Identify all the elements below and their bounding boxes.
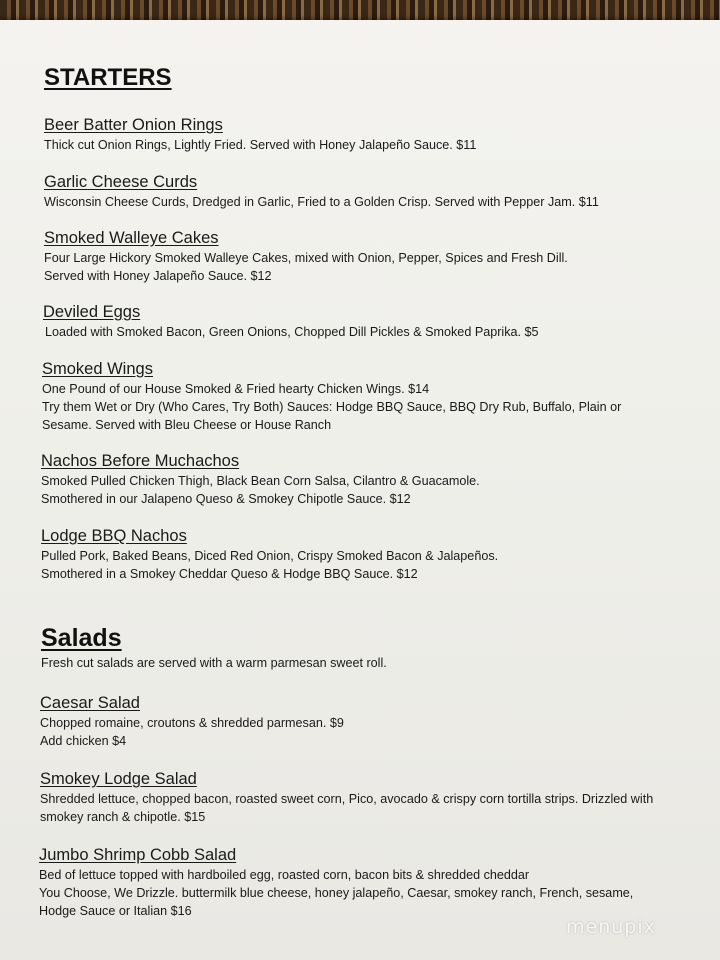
menu-item-desc-line: Four Large Hickory Smoked Walleye Cakes, mixed with Onion, Pepper, Spices and Fresh Dill. <box>44 251 568 265</box>
menu-item-lodge-bbq-nachos <box>41 526 498 583</box>
menu-item-desc-line: Try them Wet or Dry (Who Cares, Try Both) Sauces: Hodge BBQ Sauce, BBQ Dry Rub, Buffalo, Plain or <box>42 400 622 414</box>
menu-item-title: Smoked Walleye Cakes <box>44 229 219 247</box>
menu-item-desc-line: Shredded lettuce, chopped bacon, roasted sweet corn, Pico, avocado & crispy corn tortilla strips. Drizzled with <box>40 792 654 806</box>
menu-item-nachos-before-muchachos <box>41 451 480 508</box>
menu-item-desc-line: Smothered in our Jalapeno Queso & Smokey Chipotle Sauce. $12 <box>41 492 411 506</box>
menu-item-desc-line: Sesame. Served with Bleu Cheese or House Ranch <box>42 418 332 432</box>
menu-item-caesar-salad <box>40 693 344 750</box>
watermark-logo: menupix <box>566 916 656 938</box>
menu-item-desc-line: Served with Honey Jalapeño Sauce. $12 <box>44 269 272 283</box>
menu-item-desc-line: Thick cut Onion Rings, Lightly Fried. Served with Honey Jalapeño Sauce. $11 <box>44 138 477 152</box>
salads-intro: Fresh cut salads are served with a warm parmesan sweet roll. <box>41 656 387 670</box>
menu-item-desc-line: Loaded with Smoked Bacon, Green Onions, Chopped Dill Pickles & Smoked Paprika. $5 <box>45 325 539 339</box>
menu-item-desc-line: Chopped romaine, croutons & shredded parmesan. $9 <box>40 716 344 730</box>
menu-item-desc-line: smokey ranch & chipotle. $15 <box>40 810 206 824</box>
menu-item-desc-line: Pulled Pork, Baked Beans, Diced Red Onion, Crispy Smoked Bacon & Jalapeños. <box>41 549 499 563</box>
menu-item-desc-line: Add chicken $4 <box>40 734 127 748</box>
menu-item-title: Jumbo Shrimp Cobb Salad <box>39 846 237 864</box>
menu-item-desc-line: You Choose, We Drizzle. buttermilk blue cheese, honey jalapeño, Caesar, smokey ranch, French, sesame, <box>39 886 634 900</box>
menu-item-desc-line: Smothered in a Smokey Cheddar Queso & Hodge BBQ Sauce. $12 <box>41 567 418 581</box>
starters-heading: STARTERS <box>44 64 172 91</box>
menu-item-title: Smoked Wings <box>42 360 153 378</box>
menu-item-title: Garlic Cheese Curds <box>44 173 198 191</box>
menu-item-title: Smokey Lodge Salad <box>40 770 197 788</box>
menu-item-desc-line: Smoked Pulled Chicken Thigh, Black Bean Corn Salsa, Cilantro & Guacamole. <box>41 474 480 488</box>
salads-heading: Salads <box>41 624 122 652</box>
menu-item-title: Beer Batter Onion Rings <box>44 116 223 134</box>
menu-item-smokey-lodge-salad <box>40 769 653 826</box>
menu-item-desc-line: Bed of lettuce topped with hardboiled egg, roasted corn, bacon bits & shredded cheddar <box>39 868 530 882</box>
menu-item-title: Caesar Salad <box>40 694 140 712</box>
menu-item-onion-rings <box>44 115 476 154</box>
menu-item-desc-line: Hodge Sauce or Italian $16 <box>39 904 192 918</box>
menu-page <box>0 20 720 960</box>
menu-item-walleye-cakes <box>44 228 568 285</box>
menu-item-title: Deviled Eggs <box>43 303 141 321</box>
menu-item-title: Nachos Before Muchachos <box>41 452 240 470</box>
menu-item-cheese-curds <box>44 172 599 211</box>
menu-item-desc-line: One Pound of our House Smoked & Fried hearty Chicken Wings. $14 <box>42 382 430 396</box>
menu-item-jumbo-shrimp-cobb-salad <box>39 845 633 920</box>
menu-item-deviled-eggs <box>43 302 539 341</box>
menu-item-title: Lodge BBQ Nachos <box>41 527 187 545</box>
menu-item-desc-line: Wisconsin Cheese Curds, Dredged in Garlic, Fried to a Golden Crisp. Served with Pepper Jam. $11 <box>44 195 599 209</box>
menu-item-smoked-wings <box>42 359 621 434</box>
